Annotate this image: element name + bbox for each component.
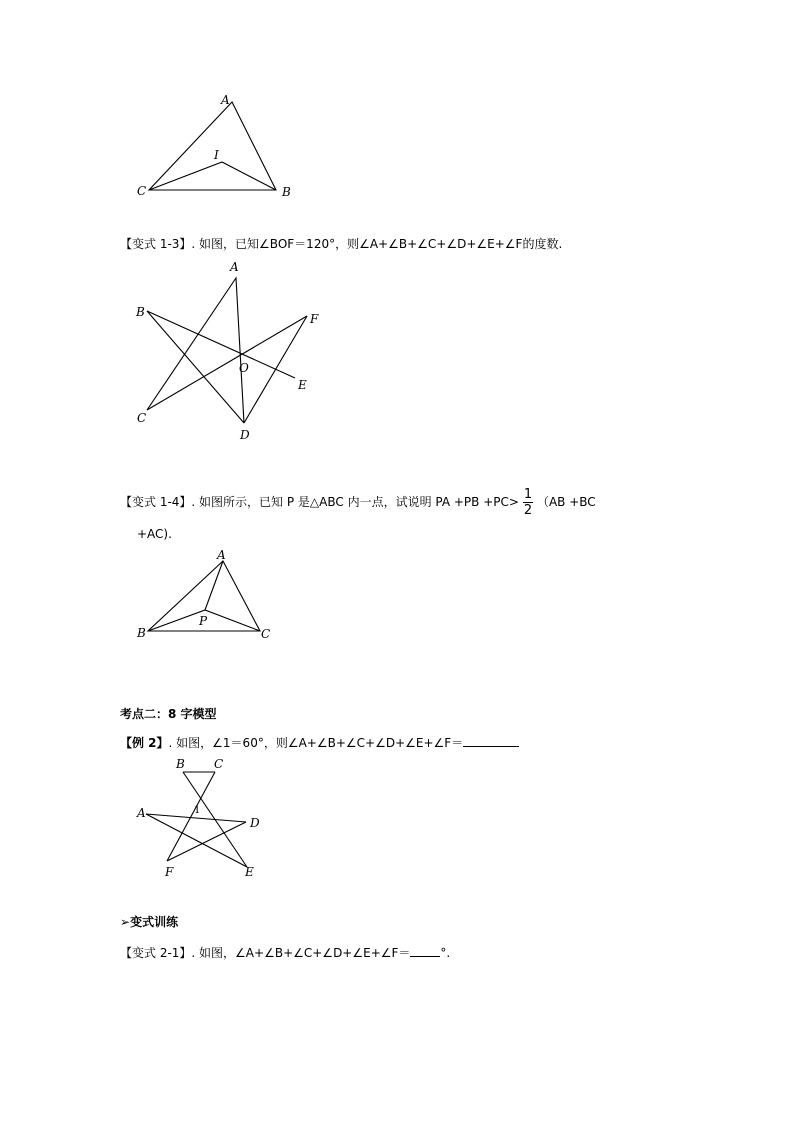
label-a: A: [230, 260, 239, 274]
variant-1-3-text: . 如图，已知∠BOF＝120°，则∠A+∠B+∠C+∠D+∠E+∠F的度数.: [191, 237, 563, 251]
variant-1-4-text: . 如图所示，已知 P 是△ABC 内一点，试说明 PA +PB +PC>: [191, 495, 519, 509]
label-b: B: [137, 626, 146, 640]
variant-1-4-line2: +AC).: [137, 527, 172, 541]
label-d: D: [240, 428, 250, 442]
variant-2-1-text-after: °.: [440, 946, 451, 960]
label-a: A: [221, 93, 230, 107]
variant-1-4-line: [120, 487, 596, 518]
label-e: E: [298, 378, 307, 392]
segment-pa: [205, 561, 223, 610]
section-2-title: 考点二：8 字模型: [120, 707, 217, 721]
training-title: 变式训练: [130, 915, 179, 929]
triangle-abc: [149, 102, 276, 190]
label-b: B: [282, 185, 291, 199]
variant-2-1-text: . 如图，∠A+∠B+∠C+∠D+∠E+∠F＝: [191, 946, 411, 960]
variant-1-3-label: 【变式 1-3】: [120, 237, 192, 251]
label-c: C: [261, 627, 271, 641]
variant-1-4-text-after: （AB +BC: [536, 495, 596, 509]
label-b: B: [176, 757, 185, 771]
variant-2-1-label: 【变式 2-1】: [120, 946, 192, 960]
segments-ci-ib: [149, 162, 276, 190]
fraction-one-half: [523, 487, 533, 518]
label-e: E: [245, 865, 254, 879]
answer-blank[interactable]: [410, 944, 440, 957]
answer-blank[interactable]: [463, 734, 519, 747]
label-p: P: [199, 614, 208, 628]
segment-c-f: [147, 316, 307, 410]
segment-f-d: [244, 316, 307, 423]
example-2-label: 【例 2】: [120, 736, 169, 750]
segment-b-d: [147, 311, 244, 423]
label-o: O: [239, 361, 249, 375]
label-c: C: [214, 757, 224, 771]
label-d: D: [250, 816, 260, 830]
eight-model-figure: [130, 752, 280, 882]
variant-1-3-line: [120, 236, 562, 252]
training-heading: [120, 914, 178, 930]
label-a: A: [217, 548, 226, 562]
arrow-bullet-icon: ➢: [120, 915, 131, 929]
segment-b-e: [147, 311, 295, 378]
fraction-numerator: 1: [523, 487, 533, 502]
triangle-pabc-figure: [130, 545, 290, 650]
label-c: C: [137, 411, 147, 425]
label-1: 1: [194, 805, 201, 816]
triangle-abi-figure: [130, 90, 310, 205]
variant-1-4-label: 【变式 1-4】: [120, 495, 192, 509]
segment-d-f: [167, 822, 246, 861]
segment-a-e: [146, 814, 247, 867]
label-b: B: [136, 305, 145, 319]
label-f: F: [165, 865, 174, 879]
label-i: I: [214, 148, 219, 162]
variant-2-1-line: [120, 944, 450, 961]
label-f: F: [310, 312, 319, 326]
label-a: A: [137, 806, 146, 820]
example-2-text: . 如图，∠1＝60°，则∠A+∠B+∠C+∠D+∠E+∠F＝: [168, 736, 464, 750]
star-figure-bof: [130, 260, 330, 445]
fraction-denominator: 2: [523, 503, 533, 518]
label-c: C: [137, 184, 147, 198]
example-2-line: [120, 734, 519, 751]
